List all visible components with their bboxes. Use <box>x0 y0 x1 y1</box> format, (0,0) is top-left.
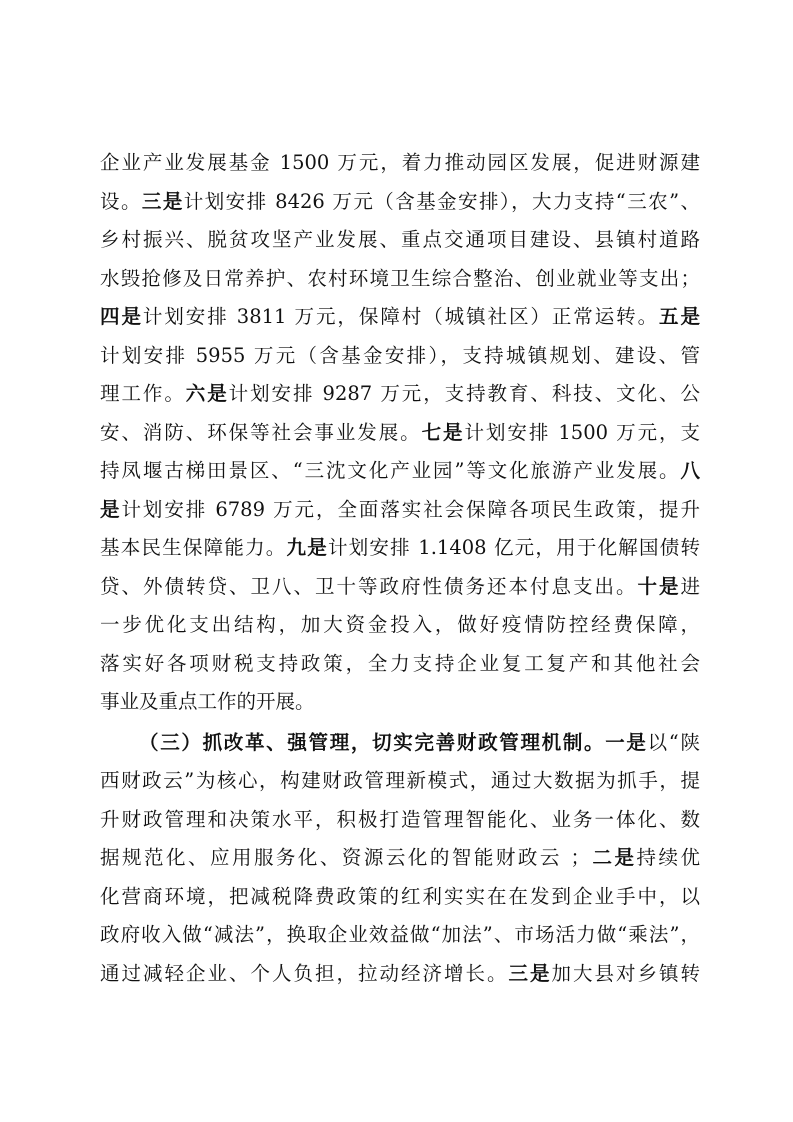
text-line <box>100 452 700 491</box>
text-run: 计划安排 9287 万元，支持教育、科技、文化、公 <box>228 382 700 405</box>
text-line <box>100 724 700 763</box>
text-run: 持凤堰古梯田景区、“三沈文化产业园”等文化旅游产业发展。 <box>100 459 681 482</box>
bold-text-run: 是 <box>100 497 122 521</box>
text-line <box>100 375 700 414</box>
text-run: 计划安排 6789 万元，全面落实社会保障各项民生政策，提升 <box>121 497 700 521</box>
text-run: 计划安排 3811 万元，保障村（城镇社区）正常运转。 <box>142 305 660 328</box>
bold-text-run: 四是 <box>100 305 143 328</box>
text-run: 计划安排 1.1408 亿元，用于化解国债转 <box>327 536 700 559</box>
text-line <box>100 337 700 376</box>
text-run: 理工作。 <box>100 382 186 405</box>
text-run: 计划安排 1500 万元，支 <box>464 420 700 444</box>
text-run: 一步优化支出结构，加大资金投入，做好疫情防控经费保障， <box>100 613 700 636</box>
text-run: 据规范化、应用服务化、资源云化的智能财政云 ； <box>100 846 591 869</box>
text-run: 升财政管理和决策水平，积极打造管理智能化、业务一体化、数 <box>100 807 700 831</box>
text-line <box>100 221 700 260</box>
text-line <box>100 683 700 722</box>
text-run: 化营商环境，把减税降费政策的红利实实在在发到企业手中，以 <box>100 884 700 908</box>
text-line <box>100 645 700 684</box>
text-run: 安、消防、环保等社会事业发展。 <box>100 420 422 444</box>
text-line <box>100 916 700 955</box>
body-text <box>100 144 700 993</box>
text-line <box>100 839 700 878</box>
bold-text-run: 三是 <box>141 189 184 213</box>
text-run: 企业产业发展基金 1500 万元，着力推动园区发展，促进财源建 <box>100 151 700 174</box>
text-run: 加大县对乡镇转 <box>551 961 700 985</box>
bold-text-run: 二是 <box>590 846 637 869</box>
bold-text-run: 六是 <box>185 382 229 405</box>
text-line <box>100 183 700 222</box>
text-line <box>100 955 700 994</box>
text-run: 贷、外债转贷、卫八、卫十等政府性债务还本付息支出。 <box>100 574 638 598</box>
bold-text-run: 三是 <box>508 961 552 985</box>
text-line <box>100 414 700 453</box>
text-run: 计划安排 5955 万元（含基金安排），支持城镇规划、建设、管 <box>100 343 700 367</box>
text-run: 事业及重点工作的开展。 <box>100 690 315 713</box>
text-line <box>100 529 700 568</box>
text-run: 持续优 <box>636 846 700 869</box>
text-line <box>100 762 700 801</box>
bold-text-run: 十是 <box>637 574 681 598</box>
bold-text-run: 七是 <box>421 420 465 444</box>
bold-text-run: 八 <box>680 459 700 482</box>
text-run: 设。 <box>100 189 142 213</box>
text-run: 西财政云”为核心，构建财政管理新模式，通过大数据为抓手，提 <box>100 769 700 792</box>
text-run: 乡村振兴、脱贫攻坚产业发展、重点交通项目建设、县镇村道路 <box>100 228 700 251</box>
text-run: 基本民生保障能力。 <box>100 536 287 559</box>
text-line <box>100 878 700 917</box>
text-run: 进 <box>680 574 700 598</box>
text-run: 水毁抢修及日常养护、农村环境卫生综合整治、创业就业等支出； <box>100 266 700 290</box>
bold-text-run: 五是 <box>659 305 700 328</box>
text-line <box>100 568 700 607</box>
bold-text-run: （三）抓改革、强管理，切实完善财政管理机制。 <box>139 730 606 754</box>
text-run: 政府收入做“减法”，换取企业效益做“加法”、市场活力做“乘法”， <box>100 923 700 946</box>
text-line <box>100 260 700 299</box>
text-line <box>100 606 700 645</box>
text-run: 通过减轻企业、个人负担，拉动经济增长。 <box>100 961 509 985</box>
text-run: 计划安排 8426 万元（含基金安排），大力支持“三农”、 <box>183 189 700 213</box>
bold-text-run: 一是 <box>605 730 648 754</box>
text-run: 以“陕 <box>647 730 700 754</box>
text-line <box>100 298 700 337</box>
text-run: 落实好各项财税支持政策，全力支持企业复工复产和其他社会 <box>100 651 700 675</box>
text-line <box>100 801 700 840</box>
text-line <box>100 491 700 530</box>
text-line <box>100 144 700 183</box>
bold-text-run: 九是 <box>286 536 328 559</box>
